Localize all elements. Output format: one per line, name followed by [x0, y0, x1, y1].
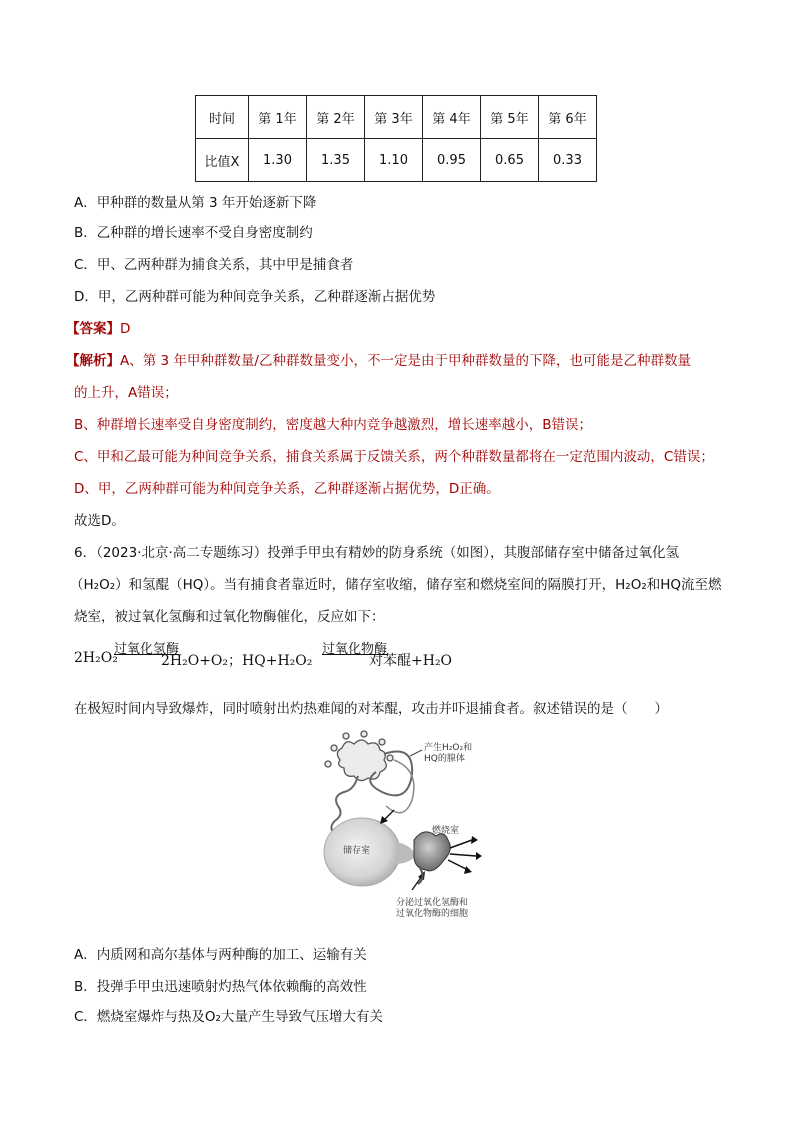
label-gland [424, 743, 472, 765]
conclusion: 故选D。 [74, 513, 125, 529]
q6-option-b: B．投弹手甲虫迅速喷射灼热气体依赖酶的高效性 [74, 979, 367, 995]
q5-option-a: A．甲种群的数量从第 3 年开始逐新下降 [74, 195, 317, 211]
q6-stem-line-4: 在极短时间内导致爆炸，同时喷射出灼热难闻的对苯醌，攻击并吓退捕食者。叙述错误的是（ ） [74, 701, 668, 717]
label-cells-text: 分泌过氧化氢酶和 过氧化物酶的细胞 [396, 898, 469, 919]
table-header-cell: 第 2年 [307, 96, 365, 139]
equation-product: 对苯醌+H₂O [369, 653, 453, 669]
table-cell: 0.65 [481, 139, 539, 182]
table-cell: 1.30 [249, 139, 307, 182]
answer-line [66, 317, 130, 337]
label-storage: 储存室 [343, 846, 371, 856]
label-gland-text: 产生H₂O₂和 HQ的腺体 [424, 743, 473, 764]
table-header-cell: 第 6年 [539, 96, 597, 139]
analysis-tag: 【解析】 [66, 353, 120, 369]
q6-stem-line-2: （H₂O₂）和氢醌（HQ）。当有捕食者靠近时，储存室收缩，储存室和燃烧室间的隔膜打开，H₂O₂和HQ流至燃 [70, 577, 722, 593]
q6-stem-line-1: 6．（2023·北京·高二专题练习）投弹手甲虫有精妙的防身系统（如图），其腹部储存室中储备过氧化氢 [74, 545, 680, 561]
q5-option-d: D．甲，乙两种群可能为种间竞争关系，乙种群逐渐占据优势 [74, 289, 436, 305]
table-cell: 0.33 [539, 139, 597, 182]
label-cells [396, 898, 468, 920]
table-header-cell: 时间 [196, 96, 249, 139]
table-cell: 0.95 [423, 139, 481, 182]
equation-middle: 2H₂O+O₂；HQ+H₂O₂ [161, 653, 313, 669]
table-cell: 1.10 [365, 139, 423, 182]
analysis-line-5: D、甲，乙两种群可能为种间竞争关系，乙种群逐渐占据优势，D正确。 [74, 481, 500, 497]
analysis-line-2: 的上升，A错误； [74, 385, 178, 401]
answer-tag: 【答案】 [66, 321, 120, 337]
q5-option-c: C．甲、乙两种群为捕食关系，其中甲是捕食者 [74, 257, 354, 273]
label-chamber: 燃烧室 [432, 826, 460, 836]
ratio-table [195, 95, 597, 182]
enzyme-label-2: 过氧化物酶 [322, 642, 388, 657]
table-header-cell: 第 4年 [423, 96, 481, 139]
table-cell: 1.35 [307, 139, 365, 182]
q6-option-a: A．内质网和高尔基体与两种酶的加工、运输有关 [74, 947, 367, 963]
q6-stem-line-3: 烧室，被过氧化氢酶和过氧化物酶催化，反应如下： [74, 609, 385, 625]
table-row [196, 139, 597, 182]
enzyme-label-1: 过氧化氢酶 [114, 642, 180, 657]
analysis-line-3: B、种群增长速率受自身密度制约，密度越大种内竞争越激烈，增长速率越小，B错误； [74, 417, 593, 433]
table-header-cell: 第 5年 [481, 96, 539, 139]
table-header-cell: 第 3年 [365, 96, 423, 139]
analysis-text: A、第 3 年甲种群数量/乙种群数量变小，不一定是由于甲种群数量的下降，也可能是乙种群数量 [120, 353, 691, 369]
q5-option-b: B．乙种群的增长速率不受自身密度制约 [74, 225, 313, 241]
analysis-line-4: C、甲和乙最可能为种间竞争关系，捕食关系属于反馈关系，两个种群数量都将在一定范围内波动，C错误； [74, 449, 714, 465]
analysis-line-1 [66, 349, 691, 369]
table-row-label: 比值X [196, 139, 249, 182]
q6-option-c: C．燃烧室爆炸与热及O₂大量产生导致气压增大有关 [74, 1009, 383, 1025]
answer-value: D [120, 321, 131, 337]
equation-reactant: 2H₂O₂ [74, 650, 118, 666]
table-header-cell: 第 1年 [249, 96, 307, 139]
table-header-row [196, 96, 597, 139]
